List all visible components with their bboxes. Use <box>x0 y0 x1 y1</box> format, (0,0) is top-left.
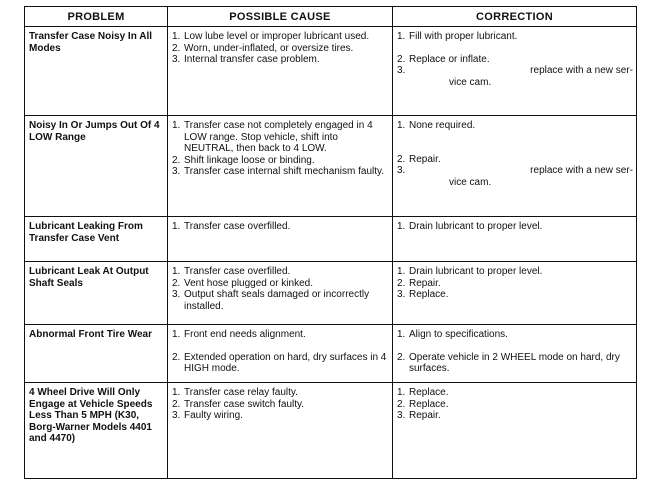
list-item <box>172 54 389 66</box>
cause-cell <box>168 262 393 325</box>
correction-cell <box>393 383 637 479</box>
list-item <box>172 289 389 312</box>
item-text: None required. <box>409 120 476 131</box>
list-item <box>172 31 389 43</box>
list-item <box>172 120 389 155</box>
item-text: Internal transfer case problem. <box>184 54 320 65</box>
correction-cell <box>393 116 637 217</box>
item-number: 3. <box>172 410 181 421</box>
list-item <box>172 221 389 233</box>
causes-list <box>172 387 389 422</box>
table-body <box>25 27 637 479</box>
list-item <box>397 65 633 88</box>
item-text: Replace. <box>409 289 449 300</box>
list-item <box>397 221 633 233</box>
item-number: 1. <box>397 31 406 42</box>
diagnosis-table <box>24 6 637 479</box>
item-text: Repair. <box>409 153 441 165</box>
item-text: Align to specifications. <box>409 329 508 340</box>
cause-cell <box>168 383 393 479</box>
item-number: 3. <box>172 166 181 177</box>
list-item <box>397 278 633 290</box>
item-text: Front end needs alignment. <box>184 329 306 340</box>
list-item <box>397 352 633 375</box>
list-item <box>397 31 633 43</box>
item-text: Transfer case internal shift mechanism faulty. <box>184 166 385 177</box>
item-text: Extended operation on hard, dry surfaces in 4 HIGH mode. <box>184 351 387 374</box>
table-row <box>25 217 637 262</box>
item-number: 2. <box>172 277 181 289</box>
item-continuation: replace with a new ser- <box>530 165 633 176</box>
table-row <box>25 27 637 116</box>
item-continuation: vice cam. <box>449 176 492 188</box>
corrections-list <box>397 221 633 233</box>
item-text: Repair. <box>409 410 441 421</box>
table-row <box>25 383 637 479</box>
item-number: 2. <box>172 398 181 410</box>
item-continuation: replace with a new ser- <box>530 65 633 76</box>
item-text: Shift linkage loose or binding. <box>184 154 315 166</box>
list-item <box>172 410 389 422</box>
item-number: 2. <box>397 398 406 410</box>
causes-list <box>172 266 389 312</box>
item-number: 1. <box>172 266 181 277</box>
item-continuation: vice cam. <box>449 76 492 88</box>
correction-cell <box>393 27 637 116</box>
item-text: Transfer case switch faulty. <box>184 398 305 410</box>
item-text: Drain lubricant to proper level. <box>409 266 543 277</box>
item-number: 1. <box>172 387 181 398</box>
cause-cell <box>168 116 393 217</box>
list-item <box>397 154 633 166</box>
table-row <box>25 116 637 217</box>
item-number: 3. <box>397 410 406 421</box>
item-number: 1. <box>397 221 406 232</box>
causes-list <box>172 120 389 178</box>
list-item <box>397 410 633 422</box>
item-number: 2. <box>397 351 406 363</box>
list-item <box>172 155 389 167</box>
problem-cell: Transfer Case Noisy In All Modes <box>25 27 168 116</box>
table-row <box>25 325 637 383</box>
item-text: Worn, under-inflated, or oversize tires. <box>184 42 354 54</box>
item-number: 2. <box>397 53 406 65</box>
item-text: Transfer case overfilled. <box>184 221 291 232</box>
causes-list <box>172 31 389 66</box>
item-number: 2. <box>172 154 181 166</box>
list-item <box>397 266 633 278</box>
item-number: 2. <box>172 351 181 363</box>
item-text: Faulty wiring. <box>184 410 243 421</box>
problem-cell: Noisy In Or Jumps Out Of 4 LOW Range <box>25 116 168 217</box>
item-text: Vent hose plugged or kinked. <box>184 277 313 289</box>
item-text: Replace. <box>409 387 449 398</box>
list-item <box>172 352 389 375</box>
correction-cell <box>393 325 637 383</box>
item-text: Replace. <box>409 398 449 410</box>
list-item <box>397 120 633 132</box>
item-text: Operate vehicle in 2 WHEEL mode on hard, dry surfaces. <box>409 351 620 374</box>
list-item <box>172 399 389 411</box>
table-row <box>25 262 637 325</box>
list-item <box>397 54 633 66</box>
corrections-list <box>397 266 633 301</box>
item-text: Fill with proper lubricant. <box>409 31 518 42</box>
problem-cell: 4 Wheel Drive Will Only Engage at Vehicle Speeds Less Than 5 MPH (K30, Borg-Warner Models 4401 and 4470) <box>25 383 168 479</box>
cause-cell <box>168 217 393 262</box>
problem-cell: Lubricant Leak At Output Shaft Seals <box>25 262 168 325</box>
list-item <box>172 278 389 290</box>
item-number: 1. <box>397 387 406 398</box>
list-item <box>172 166 389 178</box>
correction-cell <box>393 217 637 262</box>
problem-cell: Abnormal Front Tire Wear <box>25 325 168 383</box>
item-number: 1. <box>397 266 406 277</box>
list-item <box>397 329 633 341</box>
header-possible-cause: POSSIBLE CAUSE <box>168 7 393 27</box>
cause-cell <box>168 27 393 116</box>
item-number: 3. <box>172 54 181 65</box>
header-correction: CORRECTION <box>393 7 637 27</box>
list-item <box>172 43 389 55</box>
item-text: Transfer case overfilled. <box>184 266 291 277</box>
item-number: 1. <box>172 31 181 42</box>
item-number: 3. <box>397 165 406 176</box>
problem-cell: Lubricant Leaking From Transfer Case Vent <box>25 217 168 262</box>
cause-cell <box>168 325 393 383</box>
item-number: 3. <box>397 65 406 76</box>
item-number: 1. <box>172 221 181 232</box>
item-text: Transfer case relay faulty. <box>184 387 298 398</box>
item-number: 1. <box>397 120 406 131</box>
item-number: 1. <box>172 329 181 340</box>
list-item <box>397 399 633 411</box>
item-number: 2. <box>172 42 181 54</box>
corrections-list <box>397 31 633 88</box>
list-item <box>172 329 389 341</box>
list-item <box>397 165 633 188</box>
item-number: 2. <box>397 277 406 289</box>
item-number: 2. <box>397 153 406 165</box>
item-number: 1. <box>172 120 181 131</box>
header-row <box>25 7 637 27</box>
corrections-list <box>397 120 633 188</box>
item-text: Replace or inflate. <box>409 53 490 65</box>
causes-list <box>172 221 389 233</box>
item-number: 1. <box>397 329 406 340</box>
item-text: Transfer case not completely engaged in 4 LOW range. Stop vehicle, shift into NEUTRAL, then back to 4 LOW. <box>184 120 373 154</box>
list-item <box>172 266 389 278</box>
list-item <box>397 289 633 301</box>
item-text: Repair. <box>409 277 441 289</box>
item-text: Low lube level or improper lubricant used. <box>184 31 370 42</box>
item-number: 3. <box>397 289 406 300</box>
corrections-list <box>397 329 633 375</box>
causes-list <box>172 329 389 375</box>
header-problem: PROBLEM <box>25 7 168 27</box>
item-number: 3. <box>172 289 181 300</box>
correction-cell <box>393 262 637 325</box>
item-text: Drain lubricant to proper level. <box>409 221 543 232</box>
item-text: Output shaft seals damaged or incorrectly installed. <box>184 289 370 312</box>
list-item <box>397 387 633 399</box>
corrections-list <box>397 387 633 422</box>
list-item <box>172 387 389 399</box>
